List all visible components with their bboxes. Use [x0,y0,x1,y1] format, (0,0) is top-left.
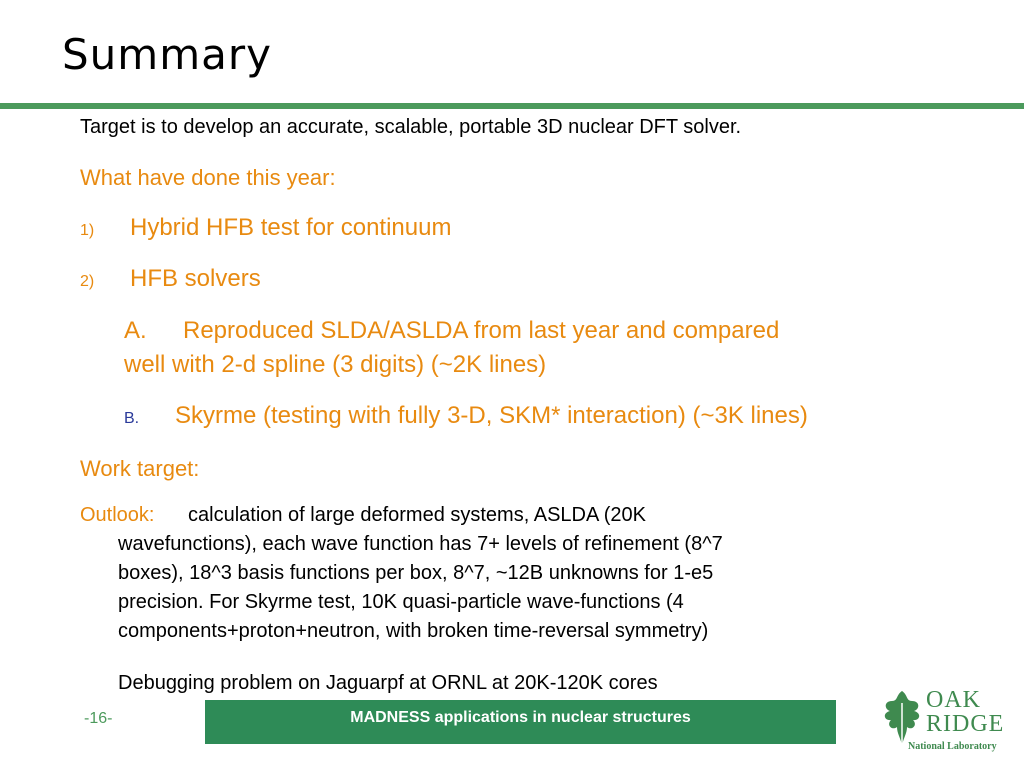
title-divider [0,103,1024,109]
outlook-line5: components+proton+neutron, with broken time-reversal symmetry) [118,620,709,642]
item1-text: Hybrid HFB test for continuum [130,214,452,241]
logo-word-ridge: RIDGE [926,711,1005,737]
outlook-line4: precision. For Skyrme test, 10K quasi-particle wave-functions (4 [118,591,684,613]
done-header: What have done this year: [80,165,336,190]
debugging-note: Debugging problem on Jaguarpf at ORNL at 20K-120K cores [118,672,658,694]
subA-line2: well with 2-d spline (3 digits) (~2K lines) [124,351,547,378]
subB-text: Skyrme (testing with fully 3-D, SKM* interaction) (~3K lines) [175,402,808,429]
subA-marker: A. [124,317,147,344]
work-target: Work target: [80,456,200,481]
slide-title: Summary [62,30,272,79]
outlook-line2: wavefunctions), each wave function has 7+ levels of refinement (8^7 [118,533,723,555]
outlook-line1: calculation of large deformed systems, ASLDA (20K [188,504,647,526]
item2-marker: 2) [80,273,95,290]
oak-ridge-logo [880,685,1010,755]
oak-leaf-icon [880,689,924,747]
item2-text: HFB solvers [130,265,261,292]
target-statement: Target is to develop an accurate, scalable, portable 3D nuclear DFT solver. [80,116,742,138]
outlook-line3: boxes), 18^3 basis functions per box, 8^7, ~12B unknowns for 1-e5 [118,562,714,584]
logo-subtitle: National Laboratory [908,741,997,752]
outlook-label: Outlook: [80,504,155,526]
item1-marker: 1) [80,222,95,239]
subA-line1: Reproduced SLDA/ASLDA from last year and compared [183,317,780,344]
subB-marker: B. [124,410,140,427]
page-number: -16- [84,710,113,727]
footer-banner [205,700,836,744]
footer-banner-text: MADNESS applications in nuclear structures [350,709,691,726]
logo-word-oak: OAK [926,687,981,713]
